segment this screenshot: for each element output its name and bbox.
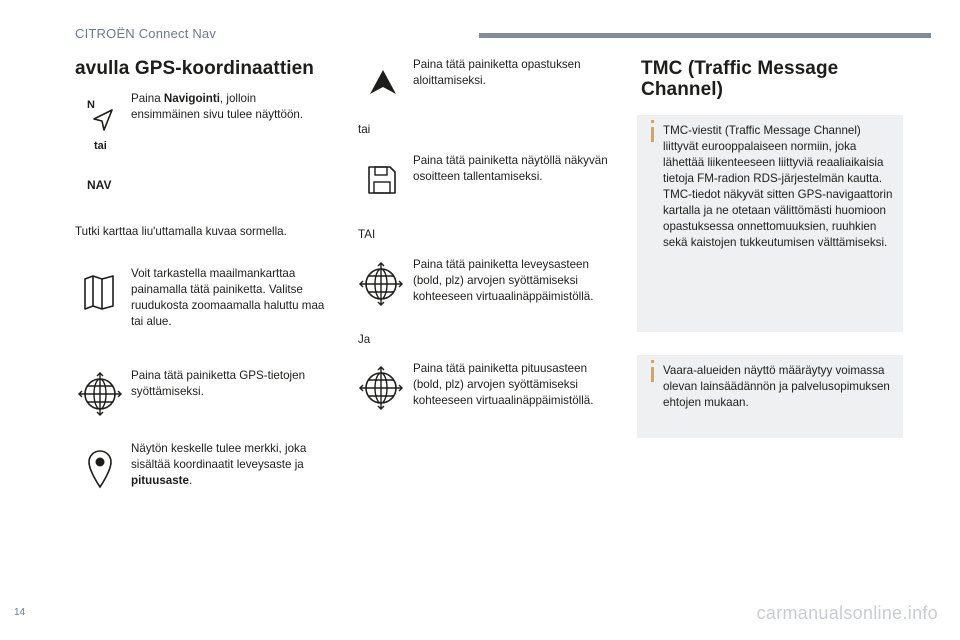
instruction-navigation: Paina Navigointi, jolloin ensimmäinen sivu tulee näyttöön. [131,92,304,121]
ja-label: Ja [358,333,371,346]
nav-label: NAV [87,178,112,192]
tmc-info-text: TMC-viestit (Traffic Message Channel) liittyvät eurooppalaiseen normiin, joka lähettää liikenteeseen liittyviä reaaliaikaisia tietoja FM-radion RDS-järjestelmän kautta. TMC-tiedot näkyvät sitten GPS-navigaattorin kartalla ja ne otetaan välittömästi huomioon opastuksessa onnettomuuksien, ruuhkien sekä kaistojen tukkeutumisen välttämiseksi. [663,124,893,249]
navigation-arrow-icon [92,108,114,132]
info-marker-icon-2 [651,367,654,382]
save-icon [366,164,398,196]
header-title: CITROËN Connect Nav [75,26,217,41]
latitude-globe-icon [359,262,403,306]
longitude-globe-icon [359,366,403,410]
world-map-icon [82,273,116,311]
info-marker-icon [651,127,654,142]
nav-icon-n-label: N [87,99,95,111]
tai-label: tai [94,140,107,152]
section-heading-tmc: TMC (Traffic Message Channel) [641,58,839,100]
page-number: 14 [14,607,26,618]
start-guidance-text: Paina tätä painiketta opastuksen aloittamiseksi. [413,58,581,87]
world-map-text: Voit tarkastella maailmankarttaa painamalla tätä painiketta. Valitse ruudukosta zoomaamalla haluttu maa tai alue. [131,267,325,328]
location-pin-icon [87,449,113,489]
tai-caps-label: TAI [358,228,376,241]
gps-input-text: Paina tätä painiketta GPS-tietojen syöttämiseksi. [131,369,306,398]
latitude-input-text: Paina tätä painiketta leveysasteen (bold, plz) arvojen syöttämiseksi kohteeseen virtuaalinäppäimistöllä. [413,258,594,303]
explore-map-text: Tutki karttaa liu'uttamalla kuvaa sormella. [75,225,287,238]
start-guidance-icon [368,68,398,96]
marker-info-text: Näytön keskelle tulee merkki, joka sisältää koordinaatit leveysaste ja pituusaste. [131,442,307,487]
tai-label-2: tai [358,123,371,136]
danger-zone-note [637,355,903,438]
longitude-input-text: Paina tätä painiketta pituusasteen (bold, plz) arvojen syöttämiseksi kohteeseen virtuaalinäppäimistöllä. [413,362,594,407]
gps-globe-icon [78,372,122,416]
section-heading-gps: avulla GPS-koordinaattien [75,58,314,79]
danger-zone-text: Vaara-alueiden näyttö määräytyy voimassa olevan lainsäädännön ja palvelusopimuksen ehtojen mukaan. [663,364,890,409]
watermark: carmanualsonline.info [756,603,938,623]
save-address-text: Paina tätä painiketta näytöllä näkyvän osoitteen tallentamiseksi. [413,154,608,183]
header-rule [479,33,931,38]
tmc-info-note [637,115,903,332]
